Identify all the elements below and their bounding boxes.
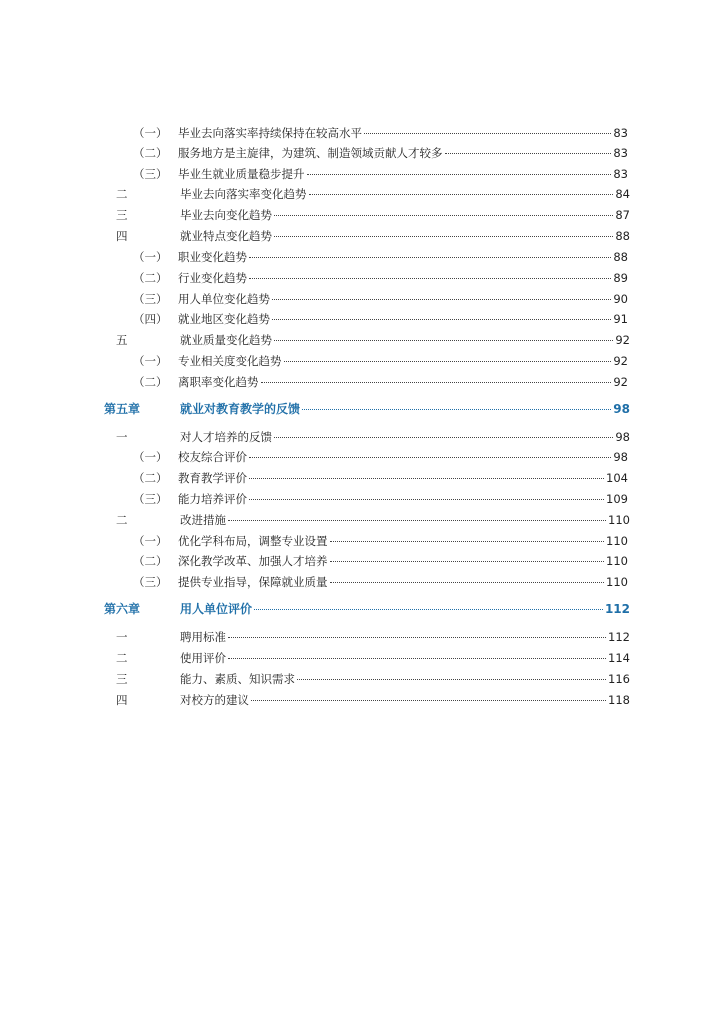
toc-entry-title: 毕业生就业质量稳步提升 [178, 167, 305, 181]
toc-entry-number: （一） [133, 450, 168, 464]
dot-leader [228, 519, 606, 521]
toc-entry-page: 83 [613, 146, 628, 160]
toc-entry-title: 深化教学改革、加强人才培养 [178, 554, 328, 568]
toc-entry-title: 就业质量变化趋势 [180, 333, 272, 347]
dot-leader [364, 132, 611, 134]
dot-leader [249, 477, 604, 479]
toc-entry-number: （三） [133, 575, 168, 589]
toc-entry[interactable] [0, 669, 724, 689]
toc-entry-title: 职业变化趋势 [178, 250, 247, 264]
toc-entry-number: 一 [116, 430, 128, 444]
toc-entry-number: （四） [133, 312, 168, 326]
toc-entry-title: 对人才培养的反馈 [180, 430, 272, 444]
toc-chapter-entry[interactable] [0, 399, 724, 419]
toc-entry[interactable] [0, 489, 724, 509]
toc-entry-page: 98 [615, 430, 630, 444]
dot-leader [330, 540, 605, 542]
dot-leader [249, 498, 604, 500]
toc-entry[interactable] [0, 226, 724, 246]
toc-entry-number: （二） [133, 554, 168, 568]
dot-leader [261, 381, 612, 383]
toc-entry-page: 110 [606, 575, 628, 589]
dot-leader [274, 235, 613, 237]
toc-entry[interactable] [0, 648, 724, 668]
toc-entry[interactable] [0, 123, 724, 143]
toc-entry-title: 毕业去向落实率变化趋势 [180, 187, 307, 201]
toc-entry-number: 二 [116, 651, 128, 665]
toc-entry-number: 二 [116, 187, 128, 201]
toc-entry-number: （三） [133, 292, 168, 306]
toc-entry-page: 92 [613, 354, 628, 368]
toc-entry[interactable] [0, 531, 724, 551]
toc-entry-title: 教育教学评价 [178, 471, 247, 485]
dot-leader [249, 456, 611, 458]
dot-leader [330, 581, 605, 583]
toc-entry-title: 离职率变化趋势 [178, 375, 259, 389]
toc-entry[interactable] [0, 372, 724, 392]
toc-entry-number: （一） [133, 250, 168, 264]
dot-leader [254, 608, 603, 610]
dot-leader [309, 193, 614, 195]
toc-entry[interactable] [0, 247, 724, 267]
toc-entry-page: 112 [608, 630, 630, 644]
toc-entry-number: （三） [133, 167, 168, 181]
toc-entry[interactable] [0, 289, 724, 309]
dot-leader [330, 560, 605, 562]
toc-entry-title: 服务地方是主旋律，为建筑、制造领域贡献人才较多 [178, 146, 443, 160]
toc-entry-title: 能力、素质、知识需求 [180, 672, 295, 686]
toc-entry-page: 92 [615, 333, 630, 347]
toc-chapter-title: 就业对教育教学的反馈 [180, 402, 301, 416]
dot-leader [228, 636, 606, 638]
toc-entry-title: 使用评价 [180, 651, 226, 665]
toc-chapter-title: 用人单位评价 [180, 602, 253, 616]
toc-chapter-page: 112 [604, 602, 630, 616]
toc-entry-title: 校友综合评价 [178, 450, 247, 464]
toc-entry-title: 毕业去向变化趋势 [180, 208, 272, 222]
toc-entry[interactable] [0, 184, 724, 204]
toc-entry-number: （一） [133, 534, 168, 548]
toc-chapter-page: 98 [613, 402, 630, 416]
toc-entry-page: 116 [608, 672, 630, 686]
dot-leader [297, 678, 606, 680]
dot-leader [249, 277, 611, 279]
toc-entry-title: 提供专业指导，保障就业质量 [178, 575, 328, 589]
dot-leader [251, 699, 606, 701]
dot-leader [302, 408, 611, 410]
toc-entry-page: 98 [613, 450, 628, 464]
toc-entry-title: 毕业去向落实率持续保持在较高水平 [178, 126, 362, 140]
toc-entry[interactable] [0, 268, 724, 288]
dot-leader [284, 360, 612, 362]
toc-entry-number: （一） [133, 126, 168, 140]
toc-entry-page: 92 [613, 375, 628, 389]
dot-leader [274, 214, 613, 216]
toc-entry-number: 一 [116, 630, 128, 644]
toc-entry-page: 110 [608, 513, 630, 527]
toc-entry-page: 91 [613, 312, 628, 326]
toc-entry[interactable] [0, 427, 724, 447]
toc-entry[interactable] [0, 447, 724, 467]
toc-entry-number: （一） [133, 354, 168, 368]
dot-leader [274, 339, 613, 341]
toc-entry-number: 三 [116, 672, 128, 686]
toc-entry-page: 114 [608, 651, 630, 665]
dot-leader [272, 298, 611, 300]
toc-entry-number: 四 [116, 693, 128, 707]
toc-entry-title: 就业特点变化趋势 [180, 229, 272, 243]
toc-entry-number: （二） [133, 146, 168, 160]
toc-chapter-number: 第六章 [104, 602, 141, 616]
toc-entry-page: 88 [615, 229, 630, 243]
toc-entry[interactable] [0, 351, 724, 371]
toc-entry-page: 87 [615, 208, 630, 222]
toc-entry-page: 89 [613, 271, 628, 285]
toc-entry-number: 二 [116, 513, 128, 527]
toc-entry-number: （三） [133, 492, 168, 506]
dot-leader [228, 657, 606, 659]
toc-entry-title: 就业地区变化趋势 [178, 312, 270, 326]
toc-entry-page: 118 [608, 693, 630, 707]
toc-entry[interactable] [0, 164, 724, 184]
toc-entry-page: 110 [606, 554, 628, 568]
dot-leader [272, 318, 611, 320]
toc-entry[interactable] [0, 468, 724, 488]
toc-entry-title: 聘用标准 [180, 630, 226, 644]
dot-leader [274, 436, 613, 438]
toc-entry[interactable] [0, 205, 724, 225]
toc-entry-number: 三 [116, 208, 128, 222]
toc-entry-number: （二） [133, 271, 168, 285]
toc-entry-page: 84 [615, 187, 630, 201]
toc-entry-number: 四 [116, 229, 128, 243]
toc-entry-page: 109 [606, 492, 628, 506]
toc-entry-title: 行业变化趋势 [178, 271, 247, 285]
dot-leader [249, 256, 611, 258]
toc-entry-page: 83 [613, 167, 628, 181]
toc-entry-page: 83 [613, 126, 628, 140]
toc-chapter-number: 第五章 [104, 402, 141, 416]
toc-entry[interactable] [0, 627, 724, 647]
toc-entry[interactable] [0, 330, 724, 350]
toc-entry[interactable] [0, 572, 724, 592]
toc-entry[interactable] [0, 690, 724, 710]
toc-entry-title: 用人单位变化趋势 [178, 292, 270, 306]
toc-entry-page: 110 [606, 534, 628, 548]
toc-entry-title: 对校方的建议 [180, 693, 249, 707]
toc-entry-page: 90 [613, 292, 628, 306]
toc-entry[interactable] [0, 551, 724, 571]
toc-entry[interactable] [0, 143, 724, 163]
dot-leader [445, 152, 612, 154]
toc-entry-title: 专业相关度变化趋势 [178, 354, 282, 368]
toc-entry-page: 104 [606, 471, 628, 485]
toc-entry[interactable] [0, 510, 724, 530]
toc-entry-title: 改进措施 [180, 513, 226, 527]
toc-entry-title: 能力培养评价 [178, 492, 247, 506]
toc-entry-number: （二） [133, 375, 168, 389]
toc-entry-number: （二） [133, 471, 168, 485]
toc-chapter-entry[interactable] [0, 599, 724, 619]
toc-entry-page: 88 [613, 250, 628, 264]
dot-leader [307, 173, 612, 175]
toc-entry-title: 优化学科布局，调整专业设置 [178, 534, 328, 548]
toc-entry-number: 五 [116, 333, 128, 347]
toc-entry[interactable] [0, 309, 724, 329]
